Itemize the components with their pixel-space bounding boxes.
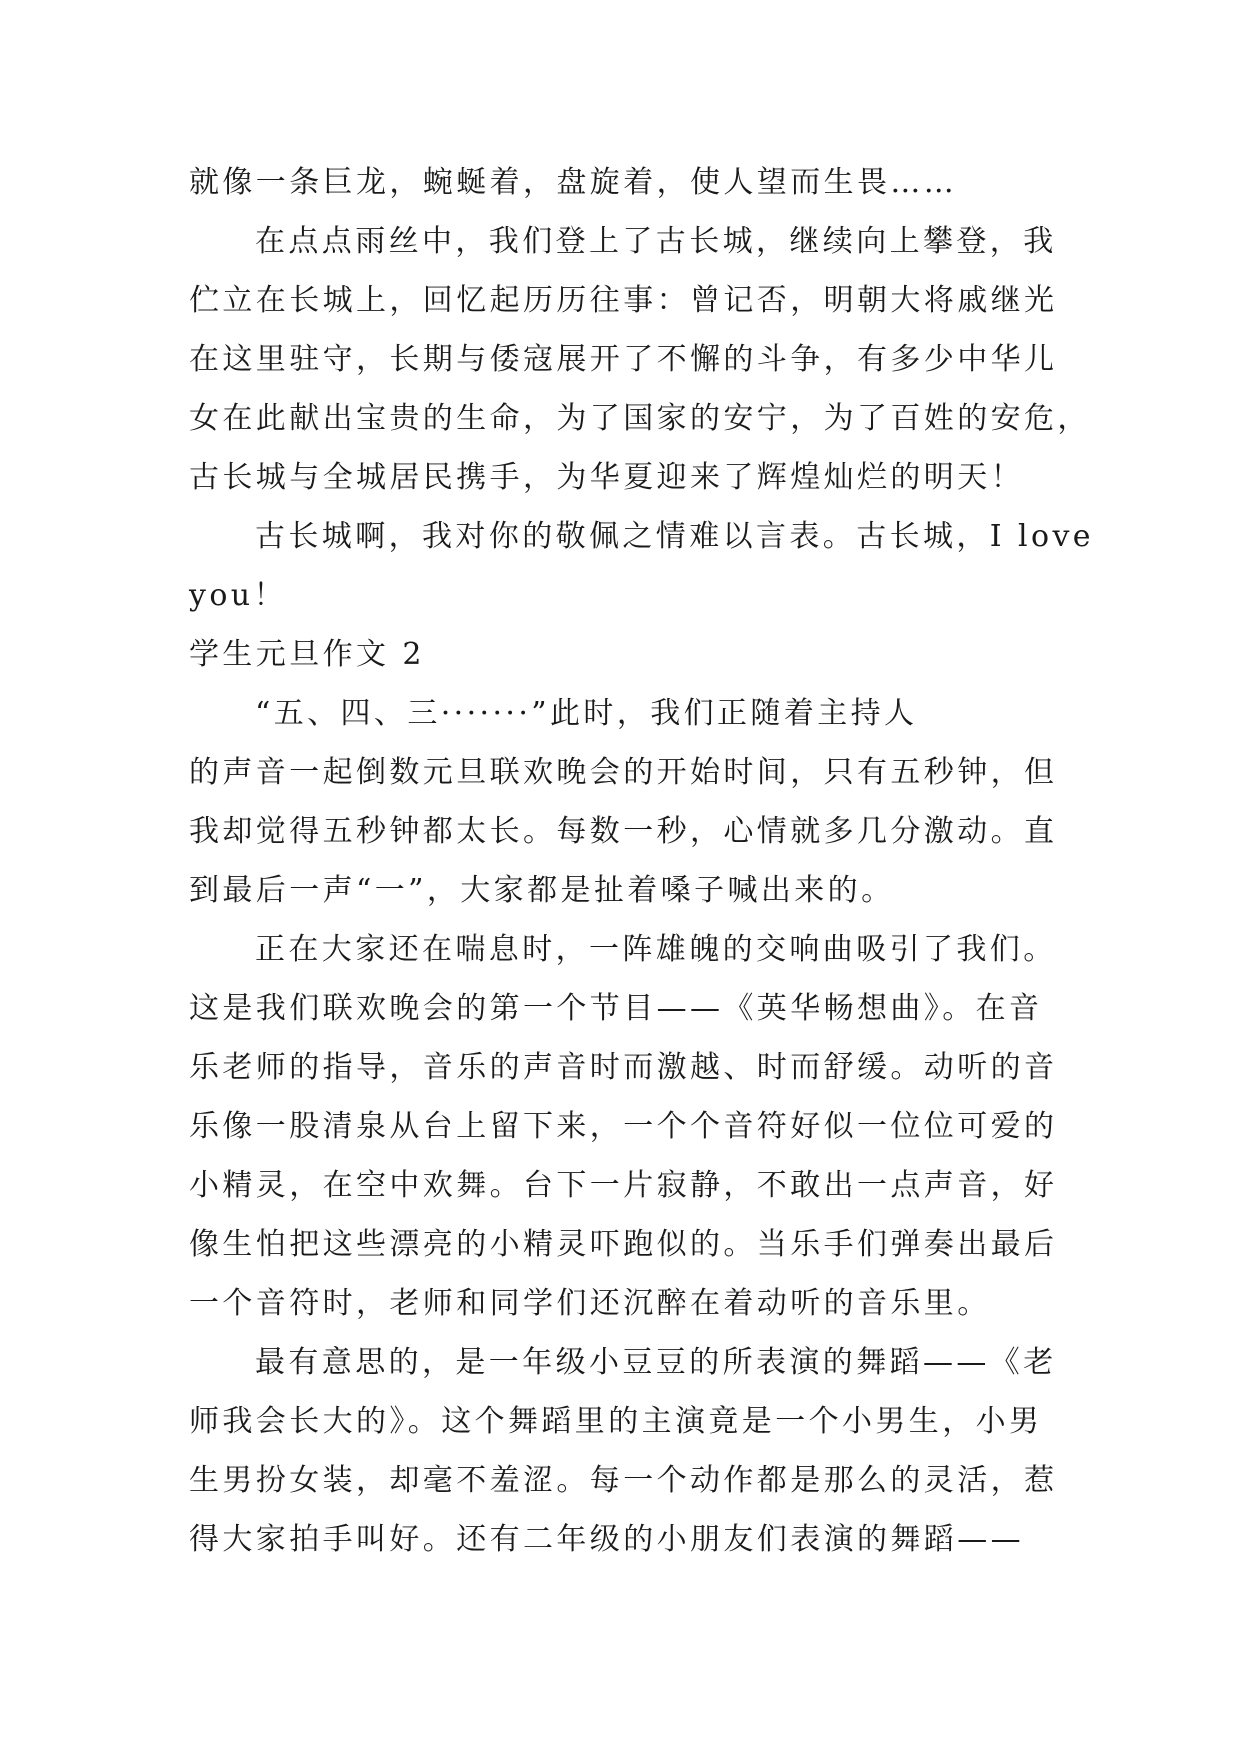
- text-line: 乐像一股清泉从台上留下来，一个个音符好似一位位可爱的: [189, 1109, 1058, 1144]
- text-line: 一个音符时，老师和同学们还沉醉在着动听的音乐里。: [189, 1286, 991, 1321]
- text-line: you！: [189, 578, 287, 613]
- text-line: 小精灵，在空中欢舞。台下一片寂静，不敢出一点声音，好: [189, 1168, 1058, 1203]
- text-line: 就像一条巨龙，蜿蜒着，盘旋着，使人望而生畏……: [189, 165, 958, 200]
- text-line: 像生怕把这些漂亮的小精灵吓跑似的。当乐手们弹奏出最后: [189, 1227, 1058, 1262]
- text-line: 师我会长大的》。这个舞蹈里的主演竟是一个小男生，小男: [189, 1404, 1043, 1439]
- text-line: 伫立在长城上，回忆起历历往事：曾记否，明朝大将戚继光: [189, 283, 1058, 318]
- section-heading: 学生元旦作文 2: [189, 637, 425, 672]
- paragraph-first-line: 古长城啊，我对你的敬佩之情难以言表。古长城，I love: [255, 519, 1094, 554]
- text-line: 的声音一起倒数元旦联欢晚会的开始时间，只有五秒钟，但: [189, 755, 1058, 790]
- text-line: 古长城与全城居民携手，为华夏迎来了辉煌灿烂的明天！: [189, 460, 1024, 495]
- text-line: 得大家拍手叫好。还有二年级的小朋友们表演的舞蹈——: [189, 1522, 1024, 1557]
- paragraph-first-line: “五、四、三·······”此时，我们正随着主持人: [255, 696, 918, 731]
- text-line: 乐老师的指导，音乐的声音时而激越、时而舒缓。动听的音: [189, 1050, 1058, 1085]
- text-line: 我却觉得五秒钟都太长。每数一秒，心情就多几分激动。直: [189, 814, 1058, 849]
- text-line: 生男扮女装，却毫不羞涩。每一个动作都是那么的灵活，惹: [189, 1463, 1058, 1498]
- text-line: 这是我们联欢晚会的第一个节目——《英华畅想曲》。在音: [189, 991, 1043, 1026]
- paragraph-first-line: 最有意思的，是一年级小豆豆的所表演的舞蹈——《老: [255, 1345, 1057, 1380]
- text-line: 在这里驻守，长期与倭寇展开了不懈的斗争，有多少中华儿: [189, 342, 1058, 377]
- text-line: 女在此献出宝贵的生命，为了国家的安宁，为了百姓的安危，: [189, 401, 1091, 436]
- text-line: 到最后一声“一”，大家都是扯着嗓子喊出来的。: [189, 873, 895, 908]
- paragraph-first-line: 正在大家还在喘息时，一阵雄魄的交响曲吸引了我们。: [255, 932, 1057, 967]
- paragraph-first-line: 在点点雨丝中，我们登上了古长城，继续向上攀登，我: [255, 224, 1057, 259]
